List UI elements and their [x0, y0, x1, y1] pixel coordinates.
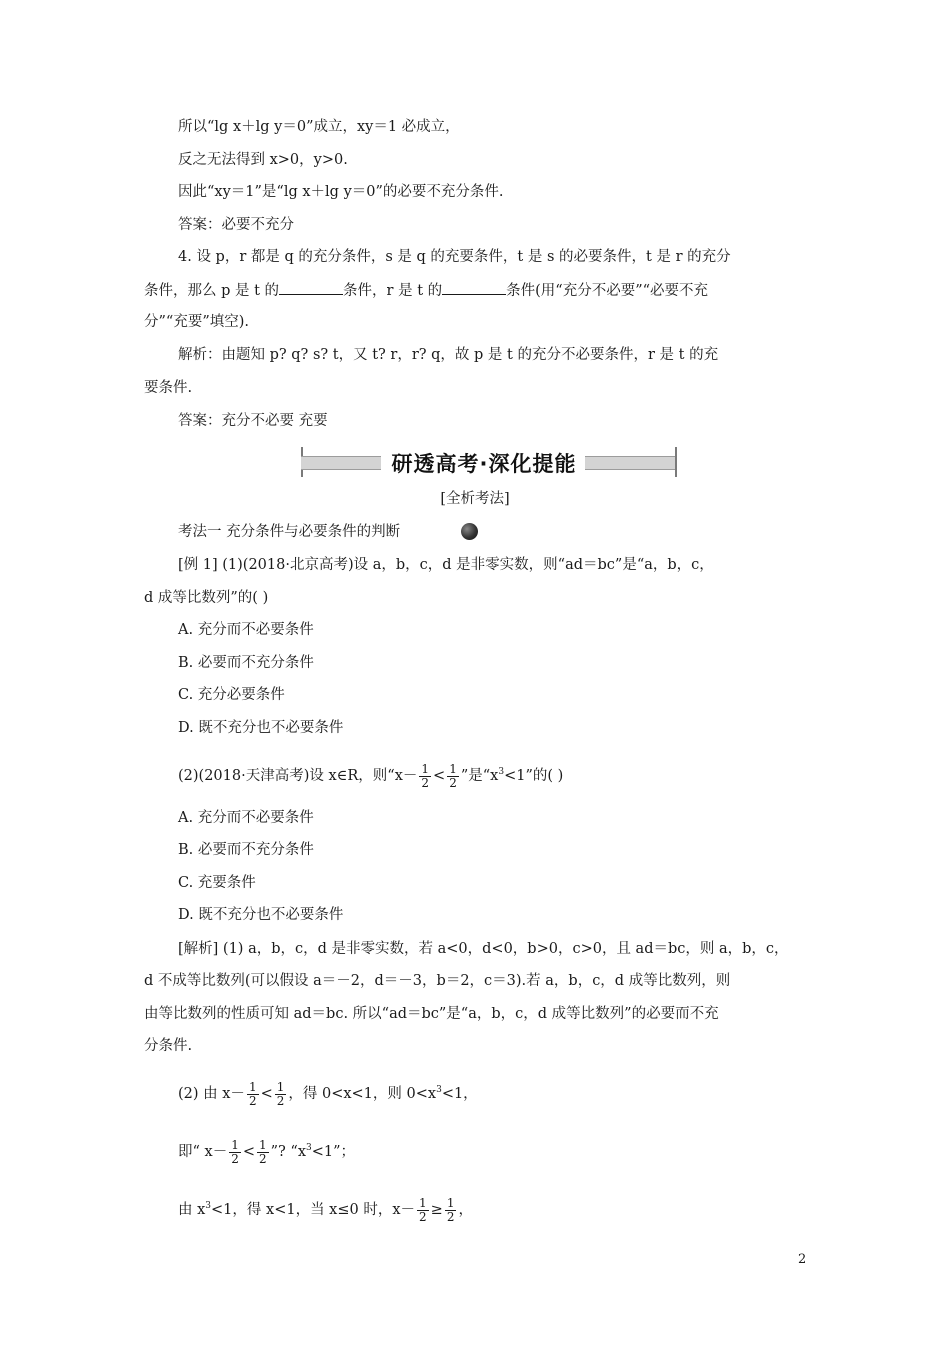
- denominator: 2: [259, 1151, 267, 1166]
- numerator: 1: [421, 761, 430, 776]
- option-d: D. 既不充分也不必要条件: [178, 907, 344, 923]
- section-banner: [301, 445, 677, 479]
- math-op: <: [433, 768, 446, 784]
- math-op: <: [242, 1144, 255, 1160]
- option-c: C. 充要条件: [178, 875, 256, 891]
- fraction: [445, 1197, 457, 1224]
- option-b: B. 必要而不充分条件: [178, 842, 314, 858]
- analysis-math-line: [178, 1080, 478, 1108]
- math-expr: x－: [394, 768, 418, 784]
- answer-line: 答案：必要不充分: [178, 217, 294, 233]
- text-segment: 即“ x－: [178, 1144, 228, 1160]
- exponent: 3: [306, 1143, 312, 1153]
- text-segment: ，得 0<x<1，则 0<x: [288, 1086, 437, 1102]
- text-segment: 条件，r 是 t 的: [343, 283, 443, 299]
- analysis-line: [解析] (1) a，b，c，d 是非零实数，若 a<0，d<0，b>0，c>0，且 ad＝bc，则 a，b，c，: [178, 941, 789, 957]
- numerator: 1: [419, 1195, 427, 1210]
- fraction: [275, 1081, 287, 1108]
- banner-title: 研透高考·深化提能: [391, 452, 577, 476]
- fraction: [229, 1139, 241, 1166]
- fraction: [419, 763, 431, 790]
- text-segment: ”? “x: [270, 1144, 307, 1160]
- numerator: 1: [449, 761, 457, 776]
- fill-blank: [442, 280, 506, 295]
- denominator: 2: [276, 1093, 285, 1108]
- analysis-line: 要条件.: [144, 380, 193, 396]
- fraction: [447, 763, 459, 790]
- method-title: 考法一 充分条件与必要条件的判断: [178, 524, 401, 540]
- text-segment: ，: [458, 1202, 473, 1218]
- denominator: 2: [421, 775, 430, 790]
- analysis-math-line: [178, 1196, 473, 1224]
- option-d: D. 既不充分也不必要条件: [178, 720, 344, 736]
- exponent: 3: [205, 1201, 212, 1211]
- denominator: 2: [419, 1209, 427, 1224]
- text-segment: ”是“x: [460, 768, 499, 784]
- banner-bar: [585, 456, 677, 470]
- text-line: 因此“xy＝1”是“lg x＋lg y＝0”的必要不充分条件.: [178, 184, 504, 200]
- math-op: ≥: [430, 1202, 443, 1218]
- text-segment: 条件(用“充分不必要”“必要不充: [506, 283, 709, 299]
- numerator: 1: [259, 1137, 267, 1152]
- option-a: A. 充分而不必要条件: [178, 810, 314, 826]
- text-line: 所以“lg x＋lg y＝0”成立，xy＝1 必成立，: [178, 119, 460, 135]
- text-segment: 由 x: [178, 1202, 206, 1218]
- exponent: 3: [436, 1085, 442, 1095]
- fill-blank: [279, 280, 343, 295]
- example-line: [例 1] (1)(2018·北京高考)设 a，b，c，d 是非零实数，则“ad＝bc”是“a，b，c，: [178, 557, 714, 573]
- analysis-line: 由等比数列的性质可知 ad＝bc. 所以“ad＝bc”是“a，b，c，d 成等比数列”的必要而不充: [144, 1006, 719, 1022]
- numerator: 1: [276, 1079, 285, 1094]
- text-segment: <1，得 x<1，当 x≤0 时，x－: [211, 1202, 416, 1218]
- question-4-line: 4. 设 p，r 都是 q 的充分条件，s 是 q 的充要条件，t 是 s 的必要条件，t 是 r 的充分: [178, 249, 731, 265]
- math-op: <: [260, 1086, 273, 1102]
- option-a: A. 充分而不必要条件: [178, 622, 314, 638]
- numerator: 1: [248, 1079, 257, 1094]
- question-4-line: 分”“充要”填空).: [144, 314, 250, 330]
- text-segment: (2) 由 x－: [178, 1086, 245, 1102]
- text-segment: (2)(2018·天津高考)设 x∈R，则“: [178, 768, 395, 784]
- text-segment: <1，: [441, 1086, 478, 1102]
- text-segment: <1”的( ): [504, 768, 564, 784]
- denominator: 2: [449, 775, 457, 790]
- exponent: 3: [498, 767, 505, 777]
- analysis-math-line: [178, 1138, 355, 1166]
- page-number: 2: [798, 1252, 807, 1267]
- option-b: B. 必要而不充分条件: [178, 655, 314, 671]
- example-line: d 成等比数列”的( ): [144, 590, 269, 606]
- answer-line: 答案：充分不必要 充要: [178, 413, 328, 429]
- analysis-line: 分条件.: [144, 1038, 193, 1054]
- fraction: [257, 1139, 269, 1166]
- banner-edge: [675, 447, 677, 477]
- numerator: 1: [446, 1195, 455, 1210]
- analysis-line: d 不成等比数列(可以假设 a＝－2，d＝－3，b＝2，c＝3).若 a，b，c，d 成等比数列，则: [144, 973, 731, 989]
- banner-bar: [301, 456, 381, 470]
- section-heading: [全析考法]: [440, 491, 510, 507]
- question-4-line: [144, 280, 708, 301]
- denominator: 2: [446, 1209, 455, 1224]
- denominator: 2: [231, 1151, 239, 1166]
- numerator: 1: [231, 1137, 239, 1152]
- bullet-dot-icon: [461, 523, 478, 540]
- option-c: C. 充分必要条件: [178, 687, 285, 703]
- fraction: [417, 1197, 429, 1224]
- text-segment: 条件，那么 p 是 t 的: [144, 283, 280, 299]
- fraction: [247, 1081, 259, 1108]
- text-line: 反之无法得到 x>0，y>0.: [178, 152, 348, 168]
- denominator: 2: [248, 1093, 257, 1108]
- example-2-line: [178, 762, 563, 790]
- text-segment: <1”；: [311, 1144, 356, 1160]
- analysis-line: 解析：由题知 p? q? s? t，又 t? r，r? q，故 p 是 t 的充分不必要条件，r 是 t 的充: [178, 347, 719, 363]
